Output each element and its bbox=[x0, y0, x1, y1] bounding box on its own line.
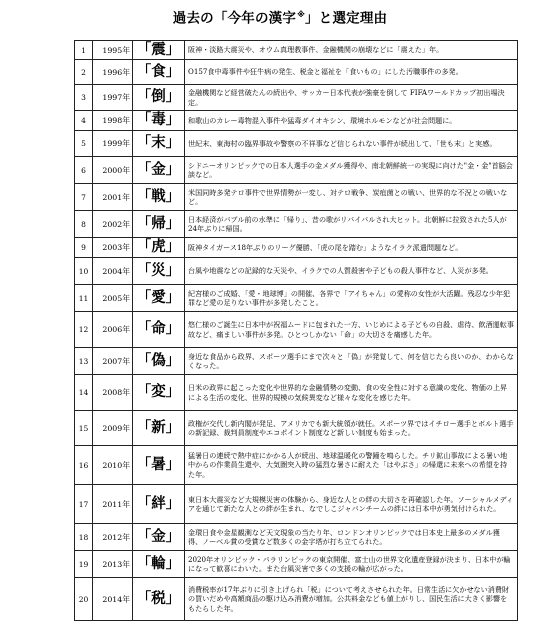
row-year: 2007年 bbox=[93, 348, 133, 375]
row-kanji: 「絆」 bbox=[133, 485, 185, 524]
table-row bbox=[75, 41, 518, 60]
table-row bbox=[75, 157, 518, 184]
row-kanji: 「倒」 bbox=[133, 85, 185, 111]
kanji-table bbox=[74, 40, 518, 621]
row-kanji: 「毒」 bbox=[133, 111, 185, 131]
row-kanji: 「輪」 bbox=[133, 551, 185, 578]
table-row bbox=[75, 446, 518, 485]
kanji-character: 暑 bbox=[151, 455, 166, 473]
table-row bbox=[75, 258, 518, 285]
kanji-character: 金 bbox=[151, 160, 166, 178]
row-reason: 消費税率が17年ぶりに引き上げられ「税」について考えさせられた年。日常生活に欠かせない消費財の買いだめや高額商品の駆け込み消費が増加。公共料金なども値上がりし、国民生活に大きく影響をもたらした年。 bbox=[185, 578, 518, 621]
row-year: 2003年 bbox=[93, 238, 133, 258]
row-year: 2000年 bbox=[93, 157, 133, 184]
table-row bbox=[75, 312, 518, 348]
kanji-character: 絆 bbox=[151, 494, 166, 512]
row-year: 1999年 bbox=[93, 131, 133, 157]
row-kanji: 「税」 bbox=[133, 578, 185, 621]
table-row bbox=[75, 131, 518, 157]
table-row bbox=[75, 184, 518, 211]
row-reason: 猛暑日の連続で熱中症にかかる人が続出、地球温暖化の警鐘を鳴らした。チリ鉱山事故による暑い地中からの作業員生還や、大気圏突入時の猛烈な暑さに耐えた「はやぶさ」の帰還に未来への希望を持た年。 bbox=[185, 446, 518, 485]
row-reason: 阪神・淡路大震災や、オウム真理教事件、金融機関の崩壊などに「震えた」年。 bbox=[185, 41, 518, 60]
kanji-character: 毒 bbox=[151, 111, 166, 129]
row-kanji: 「変」 bbox=[133, 375, 185, 411]
row-reason: シドニーオリンピックでの日本人選手の金メダル獲得や、南北朝鮮統一の実現に向けた"金・金"首脳会談など。 bbox=[185, 157, 518, 184]
row-reason: 悠仁様のご誕生に日本中が祝福ムードに包まれた一方、いじめによる子どもの自殺、虐待、飲酒運転事故など、痛ましい事件が多発。ひとつしかない「命」の大切さを痛感した年。 bbox=[185, 312, 518, 348]
row-year: 2014年 bbox=[93, 578, 133, 621]
row-number: 4 bbox=[75, 111, 93, 131]
row-number: 19 bbox=[75, 551, 93, 578]
table-row bbox=[75, 238, 518, 258]
row-number: 11 bbox=[75, 285, 93, 312]
row-reason: 米国同時多発テロ事件で世界情勢が一変し、対テロ戦争、炭疽菌との戦い、世界的な不況との戦いなど。 bbox=[185, 184, 518, 211]
kanji-character: 命 bbox=[151, 320, 166, 338]
kanji-character: 末 bbox=[151, 134, 166, 152]
row-kanji: 「戦」 bbox=[133, 184, 185, 211]
row-year: 2004年 bbox=[93, 258, 133, 285]
kanji-character: 愛 bbox=[151, 288, 166, 306]
kanji-character: 変 bbox=[151, 383, 166, 401]
table-row bbox=[75, 348, 518, 375]
row-kanji: 「偽」 bbox=[133, 348, 185, 375]
table-row bbox=[75, 578, 518, 621]
kanji-character: 税 bbox=[151, 589, 166, 607]
row-number: 8 bbox=[75, 211, 93, 238]
row-year: 2002年 bbox=[93, 211, 133, 238]
row-number: 1 bbox=[75, 41, 93, 60]
kanji-character: 輪 bbox=[151, 554, 166, 572]
row-reason: 紀宮様のご成婚、「愛・地球博」の開催、各界で「アイちゃん」の愛称の女性が大活躍。残忍な少年犯罪など愛の足りない事件が多発したこと。 bbox=[185, 285, 518, 312]
title-suffix: 」と選定理由 bbox=[305, 10, 388, 27]
row-kanji: 「災」 bbox=[133, 258, 185, 285]
kanji-character: 帰 bbox=[151, 214, 166, 232]
row-reason: 政権が交代し新内閣が発足、アメリカでも新大統領が就任。スポーツ界ではイチロー選手とボルト選手の新記録、裁判員制度やエコポイント制度など新しい制度も始まった。 bbox=[185, 411, 518, 446]
row-number: 12 bbox=[75, 312, 93, 348]
kanji-character: 虎 bbox=[151, 238, 166, 256]
row-reason: 台風や地震などの記録的な天災や、イラクでの人質殺害や子どもの殺人事件など、人災が多発。 bbox=[185, 258, 518, 285]
row-number: 2 bbox=[75, 60, 93, 85]
table-row bbox=[75, 375, 518, 411]
row-year: 2009年 bbox=[93, 411, 133, 446]
row-number: 9 bbox=[75, 238, 93, 258]
row-number: 15 bbox=[75, 411, 93, 446]
row-number: 5 bbox=[75, 131, 93, 157]
title-prefix: 過去の「今年の漢字 bbox=[172, 10, 297, 27]
row-reason: 金環日食や金星観測など天文現象の当たり年、ロンドンオリンピックでは日本史上最多のメダル獲得、ノーベル賞の受賞など数多くの金字塔が打ち立てられた。 bbox=[185, 524, 518, 551]
row-kanji: 「帰」 bbox=[133, 211, 185, 238]
row-reason: 和歌山のカレー毒物混入事件や猛毒ダイオキシン、環境ホルモンなどが社会問題に。 bbox=[185, 111, 518, 131]
row-kanji: 「暑」 bbox=[133, 446, 185, 485]
kanji-character: 倒 bbox=[151, 88, 166, 106]
kanji-character: 震 bbox=[151, 40, 166, 58]
row-number: 17 bbox=[75, 485, 93, 524]
kanji-character: 食 bbox=[151, 62, 166, 80]
row-year: 1995年 bbox=[93, 41, 133, 60]
row-number: 14 bbox=[75, 375, 93, 411]
kanji-character: 金 bbox=[151, 527, 166, 545]
row-kanji: 「命」 bbox=[133, 312, 185, 348]
kanji-character: 戦 bbox=[151, 187, 166, 205]
row-reason: 2020年オリンピック・パラリンピックの東京開催、富士山の世界文化遺産登録が決まり、日本中が輪になって歓喜にわいた。また台風災害で多くの支援の輪が広がった。 bbox=[185, 551, 518, 578]
row-kanji: 「末」 bbox=[133, 131, 185, 157]
row-year: 2013年 bbox=[93, 551, 133, 578]
row-number: 3 bbox=[75, 85, 93, 111]
table-row bbox=[75, 485, 518, 524]
kanji-character: 新 bbox=[151, 418, 166, 436]
table-row bbox=[75, 285, 518, 312]
row-year: 2001年 bbox=[93, 184, 133, 211]
title-footnote-mark: ※ bbox=[297, 10, 306, 19]
row-year: 2005年 bbox=[93, 285, 133, 312]
row-kanji: 「金」 bbox=[133, 524, 185, 551]
row-number: 13 bbox=[75, 348, 93, 375]
row-number: 20 bbox=[75, 578, 93, 621]
row-year: 1996年 bbox=[93, 60, 133, 85]
row-kanji: 「新」 bbox=[133, 411, 185, 446]
row-number: 10 bbox=[75, 258, 93, 285]
row-year: 2011年 bbox=[93, 485, 133, 524]
row-reason: 日米の政界に起こった変化や世界的な金融情勢の変動、食の安全性に対する意識の変化、物価の上昇による生活の変化、世界的規模の気候異変など様々な変化を感じた年。 bbox=[185, 375, 518, 411]
row-year: 2006年 bbox=[93, 312, 133, 348]
table-row bbox=[75, 524, 518, 551]
row-reason: 日本経済がバブル前の水準に「帰り」、昔の歌がリバイバルされ大ヒット。北朝鮮に拉致された5人が24年ぶりに帰国。 bbox=[185, 211, 518, 238]
table-row bbox=[75, 551, 518, 578]
row-reason: O157食中毒事件や狂牛病の発生、税金と福祉を「食いもの」にした汚職事件の多発。 bbox=[185, 60, 518, 85]
row-kanji: 「金」 bbox=[133, 157, 185, 184]
row-year: 1997年 bbox=[93, 85, 133, 111]
kanji-character: 偽 bbox=[151, 351, 166, 369]
kanji-table-body bbox=[75, 41, 518, 621]
row-reason: 金融機関など経営破たんの続出や、サッカー日本代表が強豪を倒して FIFAワールドカップ初出場決定。 bbox=[185, 85, 518, 111]
row-kanji: 「食」 bbox=[133, 60, 185, 85]
kanji-character: 災 bbox=[151, 261, 166, 279]
row-number: 18 bbox=[75, 524, 93, 551]
table-row bbox=[75, 60, 518, 85]
row-kanji: 「愛」 bbox=[133, 285, 185, 312]
row-reason: 阪神タイガース18年ぶりのリーグ優勝、「虎の尾を踏む」ようなイラク派遣問題など。 bbox=[185, 238, 518, 258]
document-title bbox=[0, 4, 560, 26]
row-reason: 世紀末、東海村の臨界事故や警察の不祥事など信じられない事件が続出して、「世も末」と実感。 bbox=[185, 131, 518, 157]
table-row bbox=[75, 411, 518, 446]
row-number: 6 bbox=[75, 157, 93, 184]
row-year: 1998年 bbox=[93, 111, 133, 131]
row-kanji: 「震」 bbox=[133, 41, 185, 60]
row-number: 7 bbox=[75, 184, 93, 211]
row-year: 2012年 bbox=[93, 524, 133, 551]
row-reason: 身近な食品から政界、スポーツ選手にまで次々と「偽」が発覚して、何を信じたら良いのか、わからなくなった。 bbox=[185, 348, 518, 375]
row-number: 16 bbox=[75, 446, 93, 485]
row-year: 2008年 bbox=[93, 375, 133, 411]
row-kanji: 「虎」 bbox=[133, 238, 185, 258]
table-row bbox=[75, 85, 518, 111]
row-year: 2010年 bbox=[93, 446, 133, 485]
table-row bbox=[75, 111, 518, 131]
row-reason: 東日本大震災など大規模災害の体験から、身近な人との絆の大切さを再確認した年。ソーシャルメディアを通じて新たな人との絆が生まれ、なでしこジャパンチームの絆には日本中が勇気付けられた。 bbox=[185, 485, 518, 524]
table-row bbox=[75, 211, 518, 238]
